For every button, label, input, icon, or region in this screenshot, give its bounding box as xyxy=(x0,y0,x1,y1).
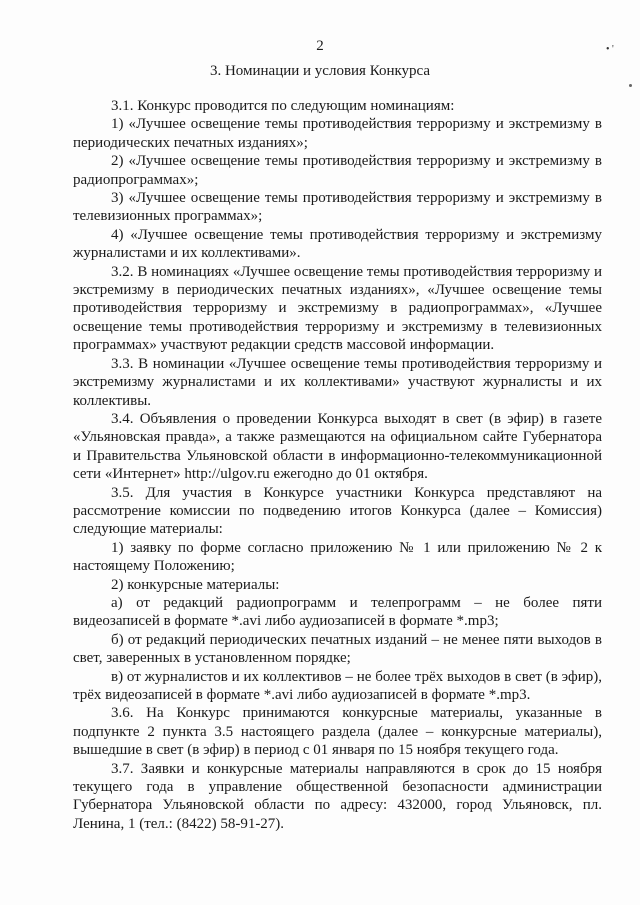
nomination-2: 2) «Лучшее освещение темы противодействия терроризму и экстремизму в радиопрограммах»; xyxy=(73,153,602,188)
subitem-b: б) от редакций периодических печатных изданий – не менее пяти выходов в свет, заверенных в установленном порядке; xyxy=(73,631,602,667)
subitem-v: в) от журналистов и их коллективов – не более трёх выходов в свет (в эфир), трёх видеозаписей в формате *.avi либо аудиозаписей в формате *.mp3. xyxy=(73,668,602,703)
paragraph-3-7: 3.7. Заявки и конкурсные материалы направляются в срок до 15 ноября текущего года в управление общественной безопасности администрации Губернатора Ульяновской области по адресу: 432000, город Ульяновск, пл. Ленина, 1 (тел.: (8422) 58-91-27). xyxy=(73,760,602,832)
item-materials: 2) конкурсные материалы: xyxy=(111,576,280,593)
paragraph-3-1: 3.1. Конкурс проводится по следующим номинациям: xyxy=(111,98,455,114)
paragraph-3-6: 3.6. На Конкурс принимаются конкурсные материалы, указанные в подпункте 2 пункта 3.5 настоящего раздела (далее – конкурсные материалы), вышедшие в свет (в эфир) в период с 01 января по 15 ноября текущего года. xyxy=(73,705,602,759)
paragraph-3-2: 3.2. В номинациях «Лучшее освещение темы противодействия терроризму и экстремизму в периодических печатных изданиях», «Лучшее освещение темы противодействия терроризму и экстремизму в радиопрограммах», «Лучшее освещение темы противодействия терроризму и экстремизму в телевизионных программах» участвуют редакции средств массовой информации. xyxy=(73,263,602,354)
nomination-3: 3) «Лучшее освещение темы противодействия терроризму и экстремизму в телевизионных программах»; xyxy=(73,190,602,225)
section-body xyxy=(73,97,602,833)
corner-mark: • ' xyxy=(606,44,614,55)
nomination-4: 4) «Лучшее освещение темы противодействия терроризму и экстремизму журналистами и их коллективами». xyxy=(73,226,602,262)
paragraph-3-5: 3.5. Для участия в Конкурсе участники Конкурса представляют на рассмотрение комиссии по подведению итогов Конкурса (далее – Комиссия) следующие материалы: xyxy=(73,484,602,538)
paragraph-3-3: 3.3. В номинации «Лучшее освещение темы противодействия терроризму и экстремизму журналистами и их коллективами» участвуют журналисты и их коллективы. xyxy=(73,355,602,409)
section-heading: 3. Номинации и условия Конкурса xyxy=(209,63,431,79)
edge-dot xyxy=(629,84,632,87)
subitem-a: а) от редакций радиопрограмм и телепрограмм – не более пяти видеозаписей в формате *.avi либо аудиозаписей в формате *.mp3; xyxy=(73,594,602,630)
nomination-1: 1) «Лучшее освещение темы противодействия терроризму и экстремизму в периодических печатных изданиях»; xyxy=(73,116,602,151)
item-application: 1) заявку по форме согласно приложению № 1 или приложению № 2 к настоящему Положению; xyxy=(73,539,602,575)
paragraph-3-4: 3.4. Объявления о проведении Конкурса выходят в свет (в эфир) в газете «Ульяновская правда», а также размещаются на официальном сайте Губернатора и Правительства Ульяновской области в информационно-телекоммуникационной сети «Интернет» http://ulgov.ru ежегодно до 01 октября. xyxy=(73,410,602,483)
page-number: 2 xyxy=(316,38,324,54)
